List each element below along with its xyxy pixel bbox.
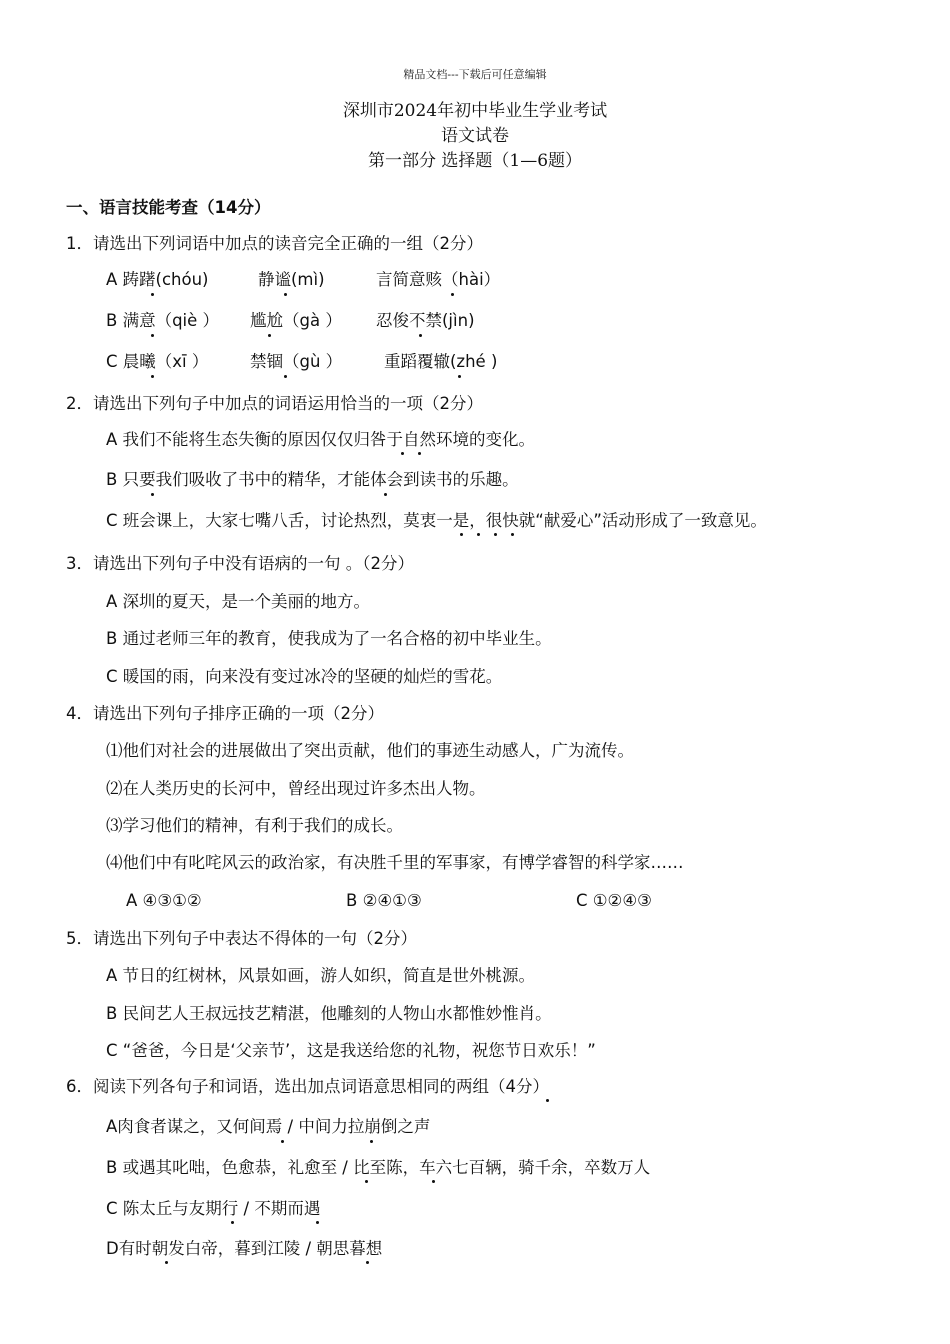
q2-option-b: B 只要我们吸收了书中的精华，才能体会到读书的乐趣。 (106, 470, 519, 489)
part-title: 第一部分 选择题（1—6题） (367, 151, 583, 171)
question-5-stem: 5．请选出下列句子中表达不得体的一句（2分） (66, 929, 417, 948)
question-6-stem: 6．阅读下列各句子和词语，选出加点词语意思相同的两组（4分） (66, 1077, 549, 1096)
section-heading: 一、语言技能考查（14分） (66, 198, 271, 217)
emphasis-dot (284, 375, 287, 378)
emphasis-dot (284, 293, 287, 296)
q6-option-a: A肉食者谋之，又何间焉 / 中间力拉崩倒之声 (106, 1117, 431, 1136)
q1-option-b-3: 忍俊不禁(jìn) (376, 311, 475, 330)
emphasis-dot (268, 334, 271, 337)
q4-sentence-1: ⑴他们对社会的进展做出了突出贡献，他们的事迹生动感人，广为流传。 (106, 741, 634, 760)
q3-option-a: A 深圳的夏天，是一个美丽的地方。 (106, 592, 371, 611)
emphasis-dot (494, 533, 497, 536)
q3-option-c: C 暖国的雨，向来没有变过冰冷的坚硬的灿烂的雪花。 (106, 667, 503, 686)
question-4-stem: 4．请选出下列句子排序正确的一项（2分） (66, 704, 384, 723)
q2-option-a: A 我们不能将生态失衡的原因仅仅归咎于自然环境的变化。 (106, 430, 536, 449)
emphasis-dot (151, 293, 154, 296)
q5-option-b: B 民间艺人王叔远技艺精湛，他雕刻的人物山水都惟妙惟肖。 (106, 1004, 552, 1023)
question-2-stem: 2．请选出下列句子中加点的词语运用恰当的一项（2分） (66, 394, 483, 413)
emphasis-dot (511, 533, 514, 536)
emphasis-dot (370, 1140, 373, 1143)
q1-option-a-1: A 踌躇(chóu) (106, 270, 209, 289)
watermark-text: 精品文档---下载后可任意编辑 (403, 68, 547, 81)
emphasis-dot (366, 1261, 369, 1264)
question-3-stem: 3．请选出下列句子中没有语病的一句 。（2分） (66, 554, 414, 573)
q4-option-c: C ①②④③ (576, 891, 652, 910)
emphasis-dot (151, 493, 154, 496)
emphasis-dot (460, 533, 463, 536)
emphasis-dot (419, 334, 422, 337)
q1-option-a-2: 静谧(mì) (258, 270, 325, 289)
emphasis-dot (165, 1261, 168, 1264)
emphasis-dot (418, 452, 421, 455)
q1-option-c-3: 重蹈覆辙(zhé ) (384, 352, 498, 371)
emphasis-dot (458, 375, 461, 378)
q2-option-c: C 班会课上，大家七嘴八舌，讨论热烈，莫衷一是，很快就“献爱心”活动形成了一致意见。 (106, 511, 767, 530)
q5-option-a: A 节日的红树林，风景如画，游人如织，简直是世外桃源。 (106, 966, 536, 985)
q1-option-b-1: B 满意（qiè ） (106, 311, 220, 330)
q6-option-c: C 陈太丘与友期行 / 不期而遇 (106, 1199, 321, 1218)
emphasis-dot (546, 1099, 549, 1102)
exam-subject: 语文试卷 (441, 126, 509, 146)
q1-option-a-3: 言简意赅（hài） (376, 270, 501, 289)
q4-option-a: A ④③①② (126, 891, 202, 910)
emphasis-dot (384, 493, 387, 496)
q3-option-b: B 通过老师三年的教育，使我成为了一名合格的初中毕业生。 (106, 629, 552, 648)
emphasis-dot (316, 1221, 319, 1224)
emphasis-dot (231, 1221, 234, 1224)
emphasis-dot (365, 1180, 368, 1183)
exam-title: 深圳市2024年初中毕业生学业考试 (342, 101, 608, 121)
q4-sentence-4: ⑷他们中有叱咤风云的政治家，有决胜千里的军事家，有博学睿智的科学家…… (106, 853, 684, 872)
emphasis-dot (432, 1180, 435, 1183)
emphasis-dot (151, 375, 154, 378)
q4-sentence-2: ⑵在人类历史的长河中，曾经出现过许多杰出人物。 (106, 779, 486, 798)
emphasis-dot (151, 334, 154, 337)
q4-option-b: B ②④①③ (346, 891, 422, 910)
q1-option-c-1: C 晨曦（xī ） (106, 352, 209, 371)
emphasis-dot (401, 452, 404, 455)
q5-option-c: C “爸爸，今日是‘父亲节’，这是我送给您的礼物，祝您节日欢乐！” (106, 1041, 596, 1060)
q6-option-d: D有时朝发白帝，暮到江陵 / 朝思暮想 (106, 1239, 383, 1258)
emphasis-dot (281, 1140, 284, 1143)
question-1-stem: 1．请选出下列词语中加点的读音完全正确的一组（2分） (66, 234, 483, 253)
q4-sentence-3: ⑶学习他们的精神，有利于我们的成长。 (106, 816, 403, 835)
emphasis-dot (477, 533, 480, 536)
emphasis-dot (451, 293, 454, 296)
q1-option-c-2: 禁锢（gù ） (250, 352, 343, 371)
q1-option-b-2: 尴尬（gà ） (250, 311, 342, 330)
q6-option-b: B 或遇其叱咄，色愈恭，礼愈至 / 比至陈，车六七百辆，骑千余，卒数万人 (106, 1158, 651, 1177)
